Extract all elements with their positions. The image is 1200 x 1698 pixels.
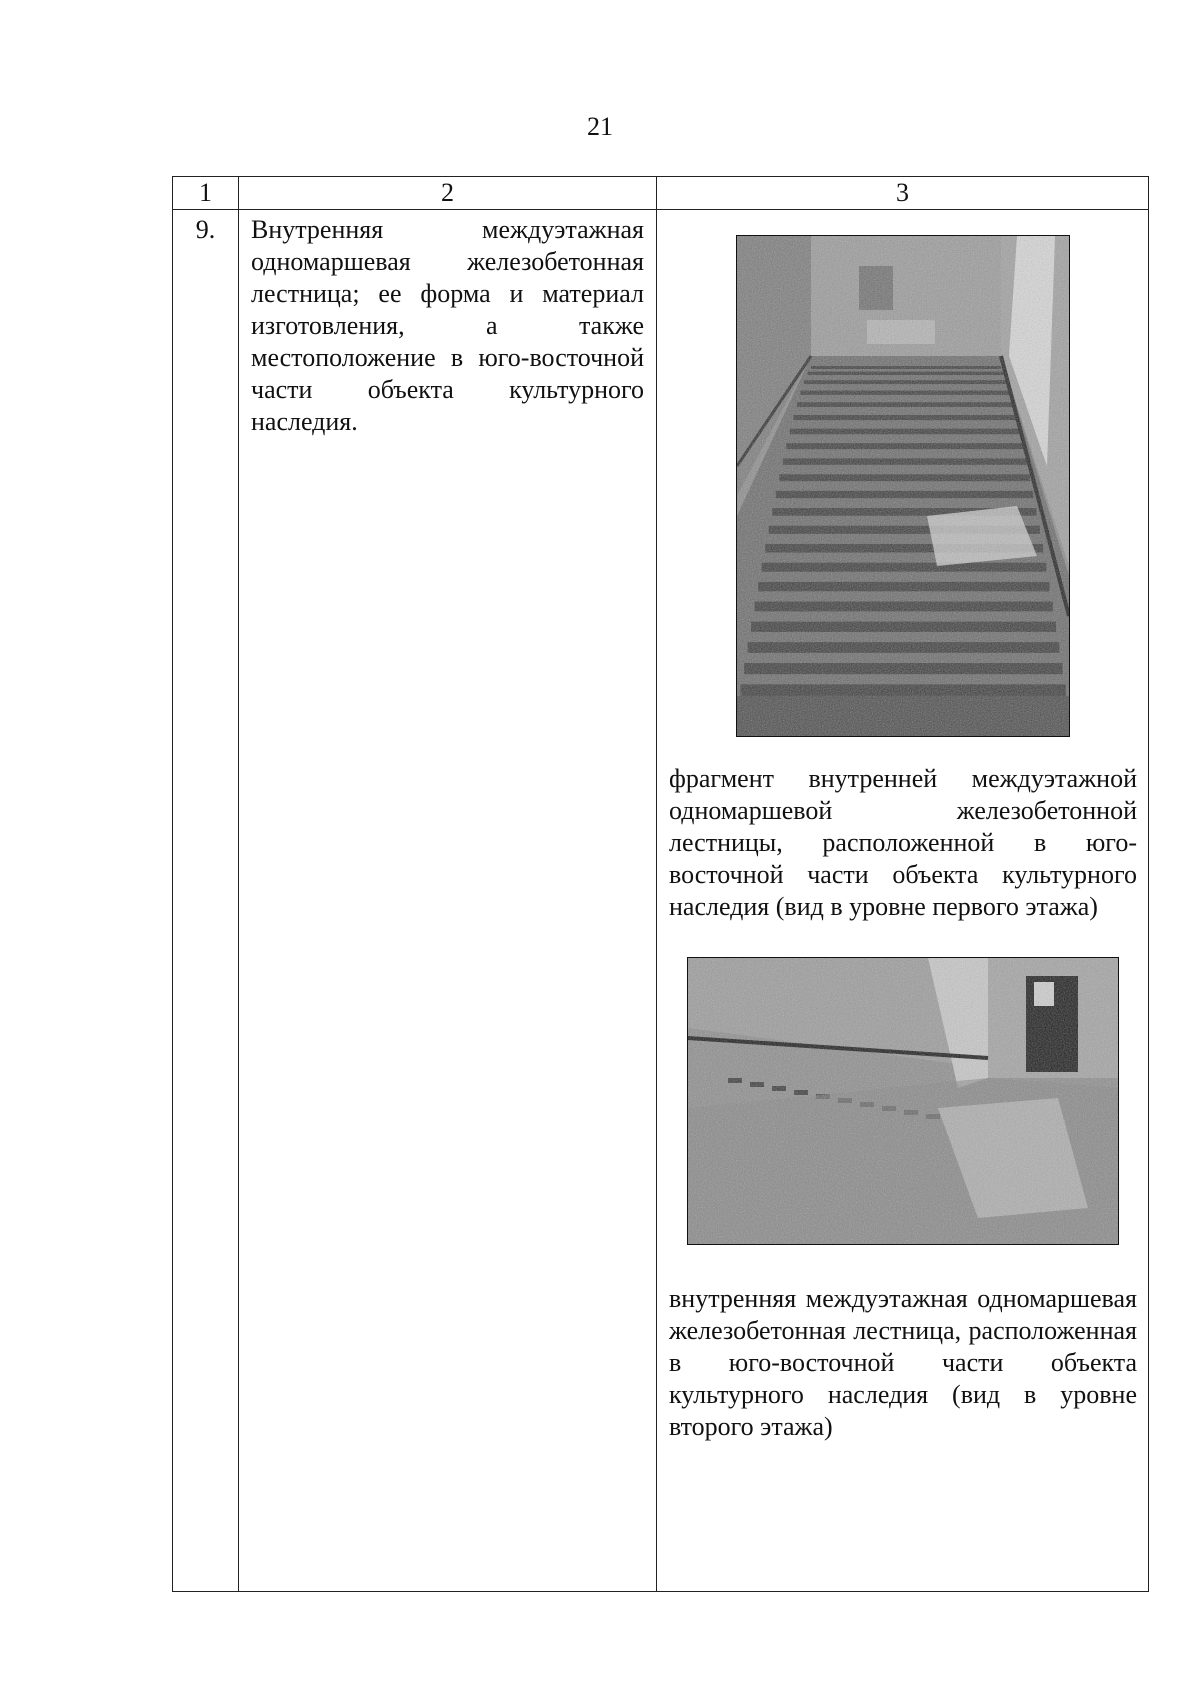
stair-photo-first-floor	[736, 235, 1070, 737]
description-cell	[239, 210, 657, 1592]
column-header-3: 3	[657, 177, 1149, 210]
row-number: 9.	[195, 215, 216, 244]
photo-cell	[657, 210, 1149, 1592]
column-header-1: 1	[173, 177, 239, 210]
stair-photo-second-floor	[687, 957, 1119, 1245]
table-header-row	[173, 177, 1149, 210]
row-number-cell	[173, 210, 239, 1592]
table-row	[173, 210, 1149, 1592]
heritage-elements-table	[172, 176, 1149, 1592]
column-header-2: 2	[239, 177, 657, 210]
element-description: Внутренняя междуэтажная одномаршевая железобетонная лестница; ее форма и материал изготовления, а также местоположение в юго-восточной части объекта культурного наследия.	[251, 215, 644, 436]
photo-caption-first-floor: фрагмент внутренней междуэтажной одномаршевой железобетонной лестницы, расположенной в юго-восточной части объекта культурного наследия (вид в уровне первого этажа)	[669, 764, 1137, 921]
photo-caption-second-floor: внутренняя междуэтажная одномаршевая железобетонная лестница, расположенная в юго-восточной части объекта культурного наследия (вид в уровне второго этажа)	[669, 1284, 1137, 1441]
page-number: 21	[587, 112, 613, 141]
